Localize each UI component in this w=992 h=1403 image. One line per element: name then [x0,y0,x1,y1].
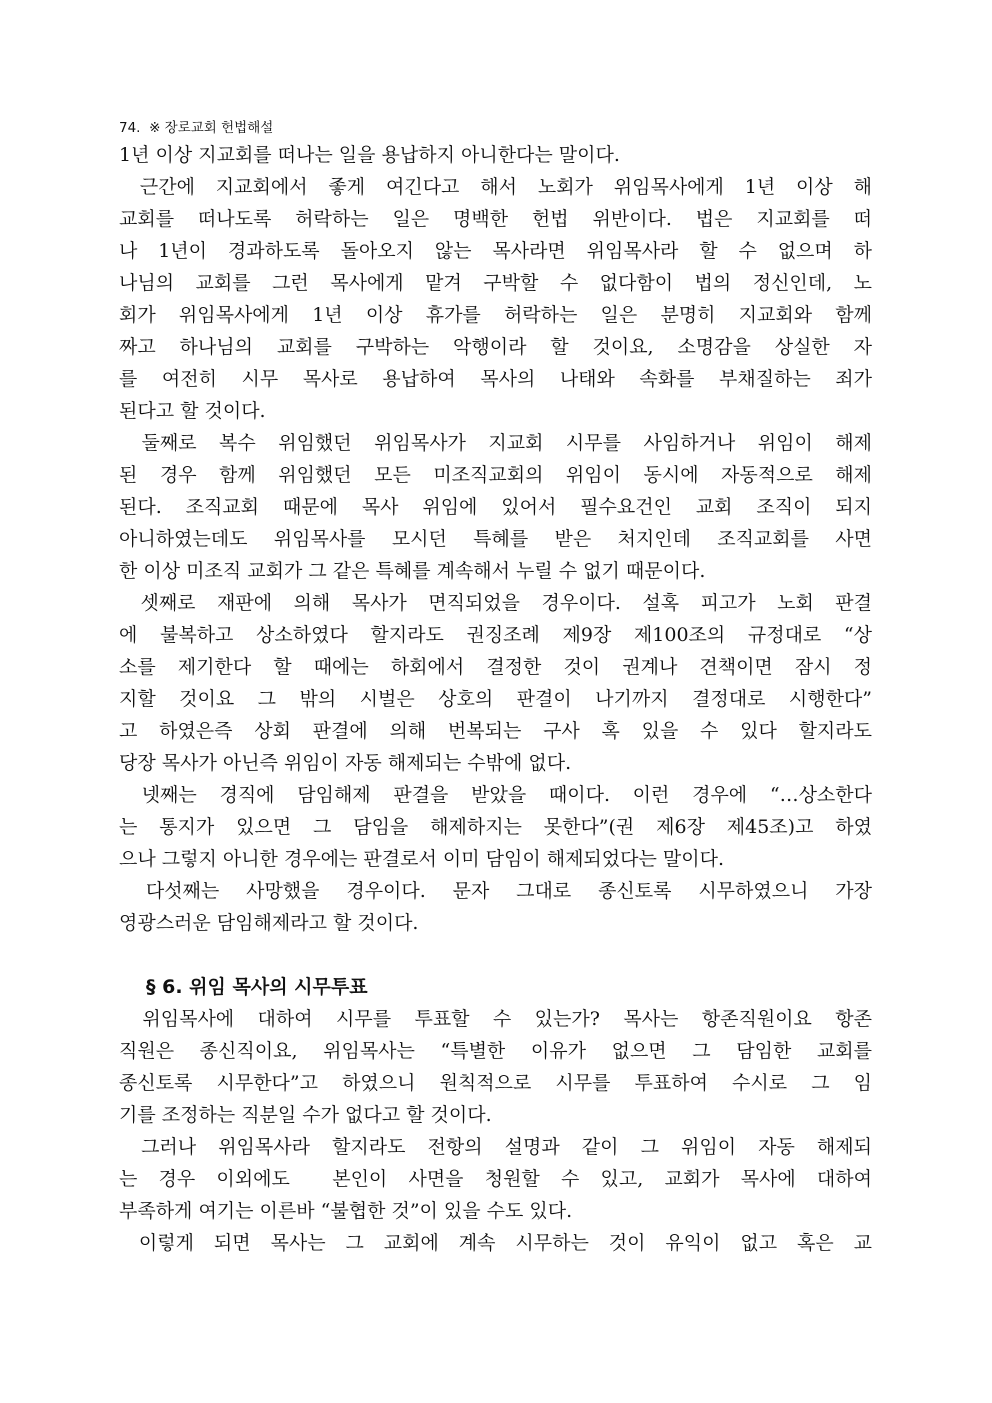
text-line: 된다고 할 것이다. [119,400,266,422]
body-text [119,139,872,1259]
text-line: 소를 제기한다 할 때에는 하회에서 결정한 것이 권계나 견책이면 잠시 정 [119,656,872,678]
text-line: 그러나 위임목사라 할지라도 전항의 설명과 같이 그 위임이 자동 해제되 [119,1136,872,1158]
text-line: 한 이상 미조직 교회가 그 같은 특혜를 계속해서 누릴 수 없기 때문이다. [119,560,706,582]
text-line: 셋째로 재판에 의해 목사가 면직되었을 경우이다. 설혹 피고가 노회 판결 [119,592,872,614]
text-line: 회가 위임목사에게 1년 이상 휴가를 허락하는 일은 분명히 지교회와 함께 [119,304,872,326]
text-line: 짜고 하나님의 교회를 구박하는 악행이라 할 것이요, 소명감을 상실한 자 [119,336,872,358]
text-line: 지할 것이요 그 밖의 시벌은 상호의 판결이 나기까지 결정대로 시행한다” [119,688,872,710]
running-header [119,118,273,138]
text-line: 를 여전히 시무 목사로 용납하여 목사의 나태와 속화를 부채질하는 죄가 [119,368,872,390]
text-line: 위임목사에 대하여 시무를 투표할 수 있는가? 목사는 항존직원이요 항존 [119,1008,872,1030]
text-line: 교회를 떠나도록 허락하는 일은 명백한 헌법 위반이다. 법은 지교회를 떠 [119,208,872,230]
text-line: 다섯째는 사망했을 경우이다. 문자 그대로 종신토록 시무하였으니 가장 [119,880,872,902]
text-line: 부족하게 여기는 이른바 “불협한 것”이 있을 수도 있다. [119,1200,573,1222]
text-line: 이렇게 되면 목사는 그 교회에 계속 시무하는 것이 유익이 없고 혹은 교 [119,1232,872,1254]
text-line: 종신토록 시무한다”고 하였으니 원칙적으로 시무를 투표하여 수시로 그 임 [119,1072,872,1094]
text-line: 는 경우 이외에도 본인이 사면을 청원할 수 있고, 교회가 목사에 대하여 [119,1168,872,1190]
text-line: 으나 그렇지 아니한 경우에는 판결로서 이미 담임이 해제되었다는 말이다. [119,848,724,870]
text-line: 둘째로 복수 위임했던 위임목사가 지교회 시무를 사임하거나 위임이 해제 [119,432,872,454]
text-line: 된 경우 함께 위임했던 모든 미조직교회의 위임이 동시에 자동적으로 해제 [119,464,872,486]
page-number: 74. [119,120,141,136]
text-line: 나 1년이 경과하도록 돌아오지 않는 목사라면 위임목사라 할 수 없으며 하 [119,240,872,262]
section-heading: § 6. 위임 목사의 시무투표 [146,976,368,998]
text-line: 영광스러운 담임해제라고 할 것이다. [119,912,419,934]
text-line: 된다. 조직교회 때문에 목사 위임에 있어서 필수요건인 교회 조직이 되지 [119,496,872,518]
text-line: 고 하였은즉 상회 판결에 의해 번복되는 구사 혹 있을 수 있다 할지라도 [119,720,872,742]
text-line: 아니하였는데도 위임목사를 모시던 특혜를 받은 처지인데 조직교회를 사면 [119,528,872,550]
paragraph-gap [119,939,872,971]
text-line: 는 통지가 있으면 그 담임을 해제하지는 못한다”(권 제6장 제45조)고 하였 [119,816,872,838]
text-line: 1년 이상 지교회를 떠나는 일을 용납하지 아니한다는 말이다. [119,144,620,166]
text-line: 직원은 종신직이요, 위임목사는 “특별한 이유가 없으면 그 담임한 교회를 [119,1040,872,1062]
text-line: 에 불복하고 상소하였다 할지라도 권징조례 제9장 제100조의 규정대로 “상 [119,624,872,646]
text-line: 나님의 교회를 그런 목사에게 맡겨 구박할 수 없다함이 법의 정신인데, 노 [119,272,872,294]
text-line: 당장 목사가 아닌즉 위임이 자동 해제되는 수밖에 없다. [119,752,572,774]
book-title: ※ 장로교회 헌법해설 [149,120,274,136]
text-line: 넷째는 경직에 담임해제 판결을 받았을 때이다. 이런 경우에 “…상소한다 [119,784,872,806]
text-line: 기를 조정하는 직분일 수가 없다고 할 것이다. [119,1104,492,1126]
text-line: 근간에 지교회에서 좋게 여긴다고 해서 노회가 위임목사에게 1년 이상 해 [119,176,872,198]
